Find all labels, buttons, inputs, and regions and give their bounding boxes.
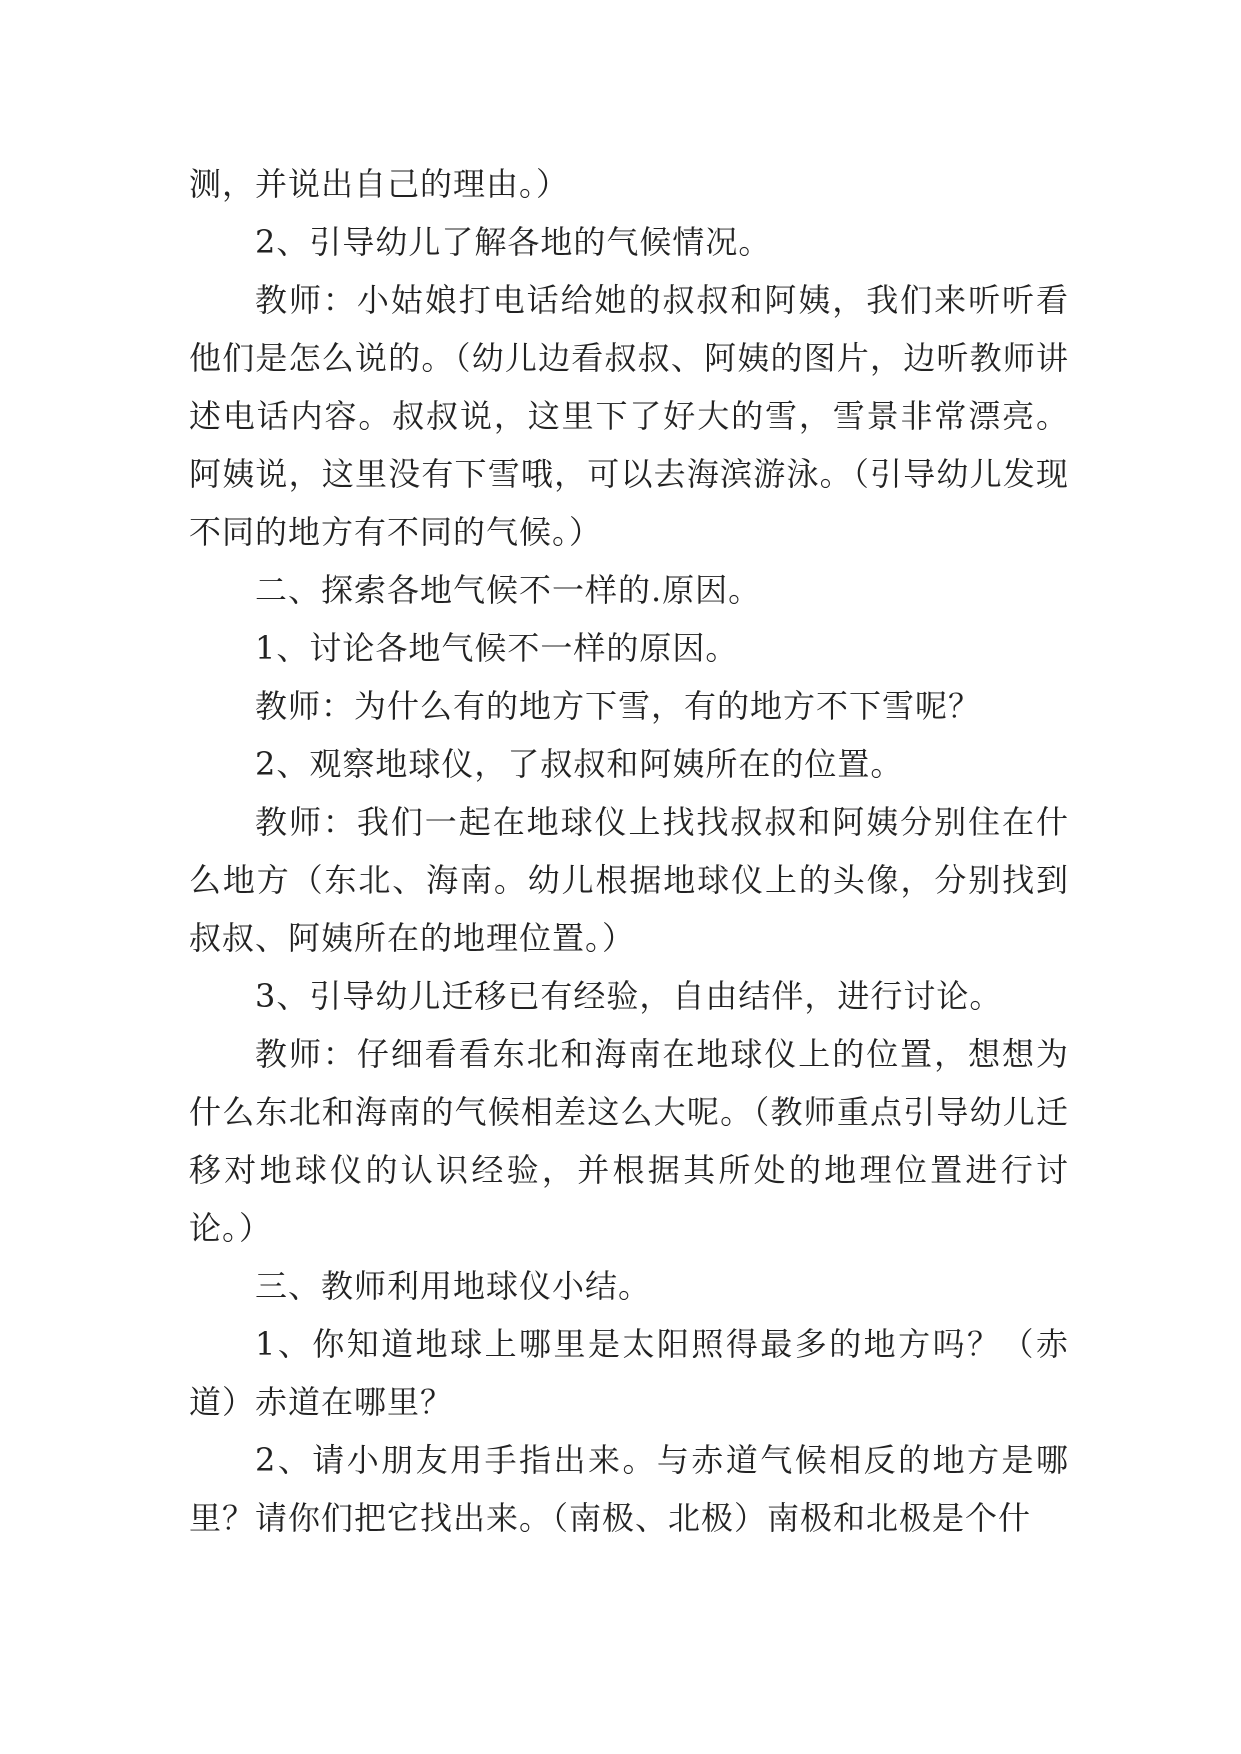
paragraph-9: 3、引导幼儿迁移已有经验，自由结伴，进行讨论。 — [255, 977, 1003, 1015]
paragraph-7: 2、观察地球仪，了叔叔和阿姨所在的位置。 — [255, 745, 904, 783]
paragraph-12: 1、你知道地球上哪里是太阳照得最多的地方吗？（赤道）赤道在哪里？ — [189, 1325, 1069, 1421]
document-body — [189, 155, 1069, 1547]
paragraph-10: 教师：仔细看看东北和海南在地球仪上的位置，想想为什么东北和海南的气候相差这么大呢。（教师重点引导幼儿迁移对地球仪的认识经验，并根据其所处的地理位置进行讨论。） — [189, 1035, 1069, 1247]
paragraph-2: 2、引导幼儿了解各地的气候情况。 — [255, 223, 772, 261]
paragraph-8: 教师：我们一起在地球仪上找找叔叔和阿姨分别住在什么地方（东北、海南。幼儿根据地球仪上的头像，分别找到叔叔、阿姨所在的地理位置。） — [189, 803, 1069, 957]
paragraph-13: 2、请小朋友用手指出来。与赤道气候相反的地方是哪里？请你们把它找出来。（南极、北极）南极和北极是个什 — [189, 1441, 1069, 1537]
paragraph-11: 三、教师利用地球仪小结。 — [255, 1267, 652, 1305]
paragraph-3: 教师：小姑娘打电话给她的叔叔和阿姨，我们来听听看他们是怎么说的。（幼儿边看叔叔、阿姨的图片，边听教师讲述电话内容。叔叔说，这里下了好大的雪，雪景非常漂亮。阿姨说，这里没有下雪哦，可以去海滨游泳。（引导幼儿发现不同的地方有不同的气候。） — [189, 281, 1069, 551]
paragraph-6: 教师：为什么有的地方下雪，有的地方不下雪呢？ — [255, 687, 982, 725]
paragraph-4: 二、探索各地气候不一样的.原因。 — [255, 571, 762, 609]
paragraph-5: 1、讨论各地气候不一样的原因。 — [255, 629, 739, 667]
paragraph-1: 测，并说出自己的理由。） — [189, 165, 570, 203]
